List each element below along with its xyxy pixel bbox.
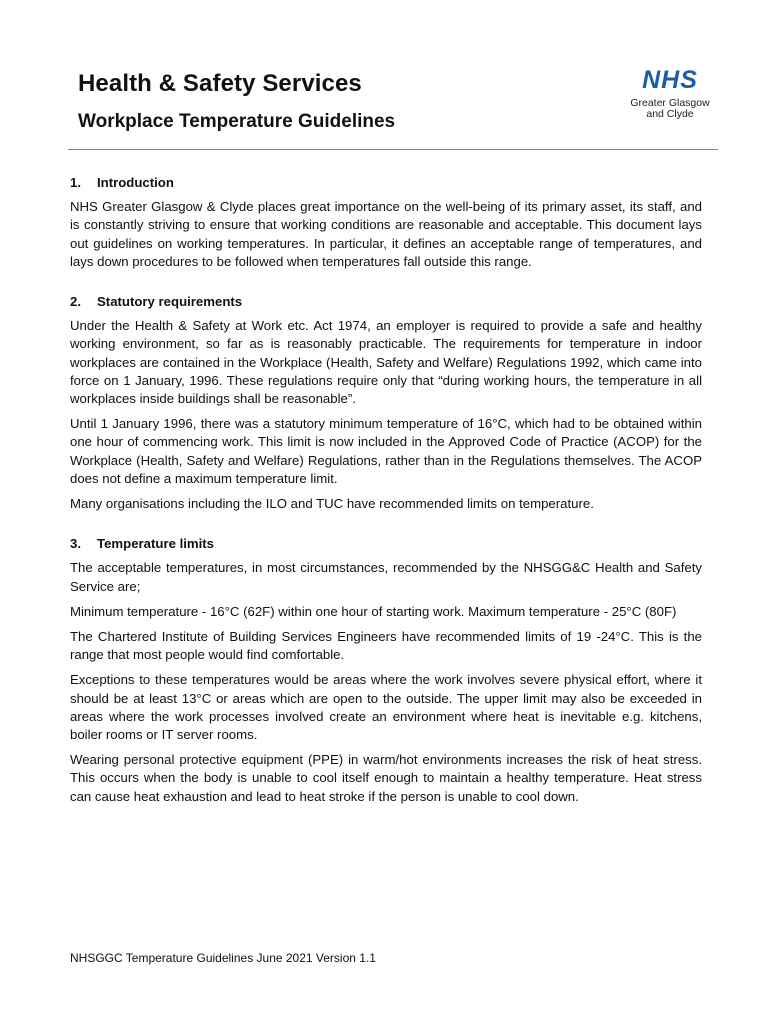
paragraph: Minimum temperature - 16°C (62F) within one hour of starting work. Maximum temperature - 25°C (80F) bbox=[70, 603, 677, 619]
page-footer: NHSGGC Temperature Guidelines June 2021 Version 1.1 bbox=[70, 951, 376, 965]
paragraph: The Chartered Institute of Building Services Engineers have recommended limits of 19 -24°C. This is the range that most people would find comfortable. bbox=[70, 629, 702, 663]
section-heading bbox=[70, 174, 702, 192]
nhs-logo-org-line1: Greater Glasgow bbox=[630, 97, 710, 109]
nhs-logo-org bbox=[620, 98, 720, 120]
section-number: 1. bbox=[70, 175, 81, 190]
paragraph: Until 1 January 1996, there was a statutory minimum temperature of 16°C, which had to be obtained within one hour of commencing work. This limit is now included in the Approved Code of Practice (ACOP) for the Workplace (Health, Safety and Welfare) Regulations, rather than in the Regulations themselves. The ACOP does not define a maximum temperature limit. bbox=[70, 416, 702, 486]
section-title: Statutory requirements bbox=[97, 294, 243, 310]
paragraph: Many organisations including the ILO and TUC have recommended limits on temperature. bbox=[70, 496, 594, 512]
nhs-logo-org-line2: and Clyde bbox=[646, 108, 694, 120]
page-subtitle: Workplace Temperature Guidelines bbox=[78, 111, 396, 132]
paragraph: NHS Greater Glasgow & Clyde places great importance on the well-being of its primary asset, its staff, and is constantly striving to ensure that working conditions are reasonable and acceptable. This document lays out guidelines on working temperatures. In particular, it defines an acceptable range of temperatures, and lays down procedures to be followed when temperatures fall outside this range. bbox=[70, 199, 702, 269]
section-temperature-limits bbox=[70, 535, 702, 806]
nhs-logo-mark: NHS bbox=[642, 65, 698, 94]
document-body bbox=[70, 174, 702, 828]
section-number: 2. bbox=[70, 294, 81, 310]
page-title: Health & Safety Services bbox=[78, 70, 362, 97]
header-divider bbox=[68, 149, 718, 150]
section-number: 3. bbox=[70, 536, 81, 552]
paragraph: Wearing personal protective equipment (PPE) in warm/hot environments increases the risk of heat stress. This occurs when the body is unable to cool itself enough to maintain a healthy temperature. Heat stress can cause heat exhaustion and lead to heat stroke if the person is unable to cool down. bbox=[70, 752, 702, 804]
section-statutory-requirements bbox=[70, 293, 702, 513]
section-heading bbox=[70, 535, 702, 553]
section-introduction bbox=[70, 174, 702, 271]
section-heading bbox=[70, 293, 702, 311]
section-title: Temperature limits bbox=[97, 536, 215, 552]
paragraph: The acceptable temperatures, in most circumstances, recommended by the NHSGG&C Health and Safety Service are; bbox=[70, 560, 702, 594]
paragraph: Under the Health & Safety at Work etc. Act 1974, an employer is required to provide a safe and healthy working environment, so far as is reasonably practicable. The requirements for temperature in indoor workplaces are contained in the Workplace (Health, Safety and Welfare) Regulations 1992, which came into force on 1 January, 1996. These regulations require only that “during working hours, the temperature in all workplaces inside buildings shall be reasonable”. bbox=[70, 318, 702, 407]
section-title: Introduction bbox=[97, 175, 174, 190]
nhs-logo bbox=[620, 66, 720, 130]
paragraph: Exceptions to these temperatures would be areas where the work involves severe physical effort, where it should be at least 13°C or areas which are open to the outside. The upper limit may also be exceeded in areas where the work processes involved create an environment where heat is inevitable e.g. kitchens, boiler rooms or IT server rooms. bbox=[70, 672, 702, 743]
